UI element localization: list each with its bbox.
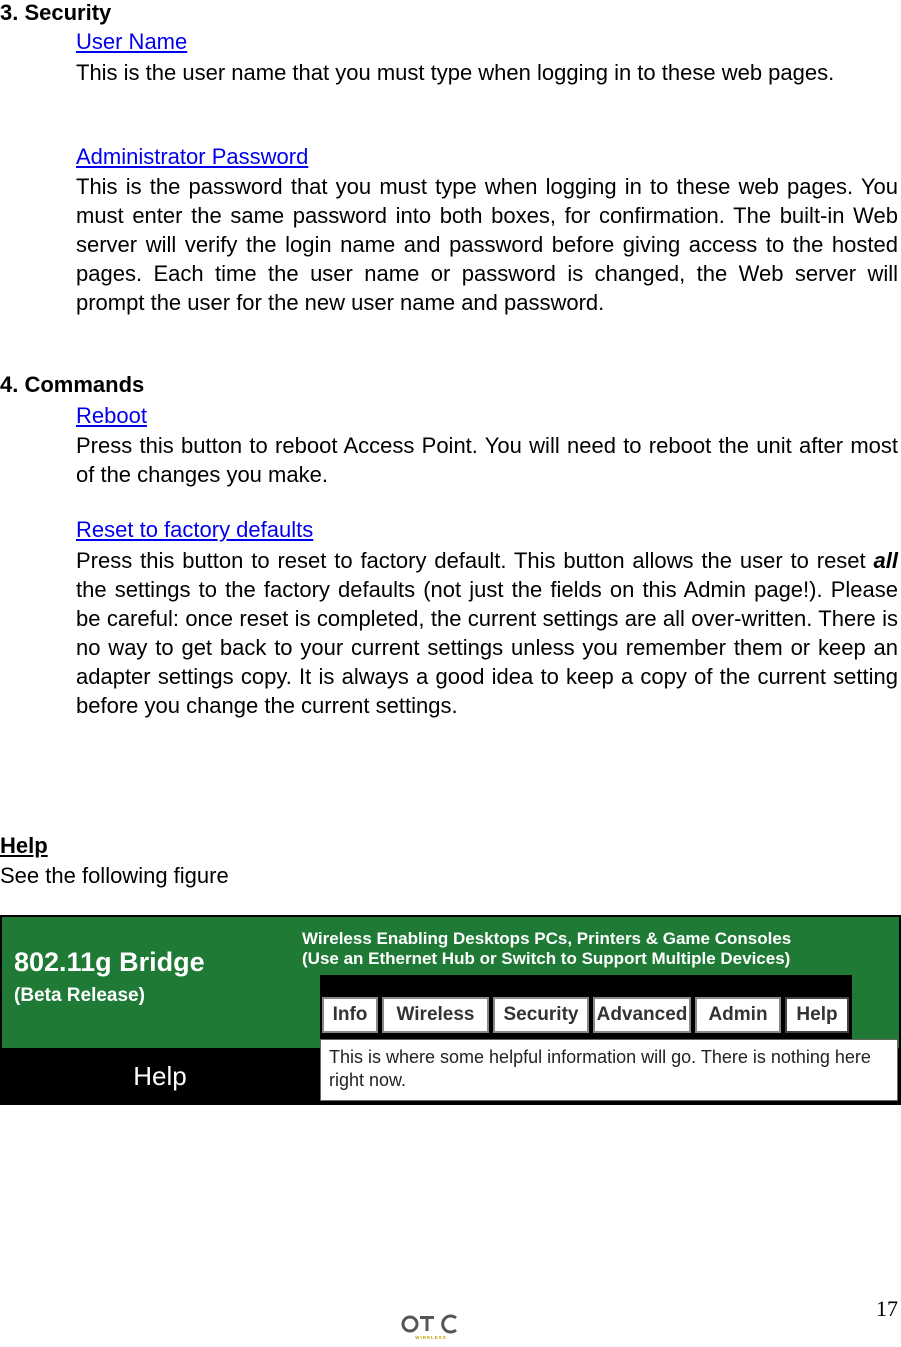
user-name-description: This is the user name that you must type when logging in to these web pages.: [76, 60, 835, 85]
ui-figure: [0, 915, 901, 1105]
section-heading-security: 3. Security: [0, 0, 112, 25]
reboot-description: Press this button to reboot Access Point. You will need to reboot the unit after most of the changes you make.: [76, 433, 898, 487]
tab-info[interactable]: Info: [322, 997, 378, 1033]
figure-info-box: This is where some helpful information will go. There is nothing here right now.: [320, 1039, 898, 1101]
page-number: 17: [876, 1296, 898, 1321]
figure-tagline-2: (Use an Ethernet Hub or Switch to Support Multiple Devices): [302, 949, 791, 968]
tab-security[interactable]: Security: [493, 997, 589, 1033]
tab-help[interactable]: Help: [785, 997, 849, 1033]
reset-defaults-link[interactable]: Reset to factory defaults: [76, 517, 314, 542]
tab-admin[interactable]: Admin: [695, 997, 781, 1033]
help-intro: See the following figure: [0, 863, 229, 888]
tab-wireless[interactable]: Wireless: [382, 997, 489, 1033]
admin-password-link[interactable]: Administrator Password: [76, 144, 309, 169]
otc-logo: [400, 1313, 462, 1341]
reboot-link[interactable]: Reboot: [76, 403, 147, 428]
admin-password-description: This is the password that you must type when logging in to these web pages. You must enter the same password into both boxes, for confirmation. The built-in Web server will verify the login name and password before giving access to the hosted pages. Each time the user name or password is changed, the Web server will prompt the user for the new user name and password.: [76, 174, 898, 315]
figure-subtitle: (Beta Release): [14, 985, 145, 1006]
section-heading-commands: 4. Commands: [0, 372, 145, 397]
reset-emphasis-all: all: [873, 548, 898, 573]
help-heading: Help: [0, 833, 48, 858]
reset-description: [76, 546, 898, 720]
tab-advanced[interactable]: Advanced: [593, 997, 691, 1033]
otc-logo-icon: [400, 1313, 462, 1341]
user-name-link[interactable]: User Name: [76, 29, 188, 54]
reset-text-before: Press this button to reset to factory default. This button allows the user to reset: [76, 548, 874, 573]
logo-subtext: WIRELESS: [415, 1335, 447, 1340]
figure-tagline-1: Wireless Enabling Desktops PCs, Printers & Game Consoles: [302, 929, 792, 948]
reset-text-after: the settings to the factory defaults (not just the fields on this Admin page!). Please be careful: once reset is completed, the current settings are all over-written. There is no way to get back to your current settings unless you remember them or keep an adapter settings copy. It is always a good idea to keep a copy of the current setting before you change the current settings.: [76, 577, 898, 718]
figure-section-label: Help: [2, 1050, 318, 1103]
figure-title: 802.11g Bridge: [14, 947, 205, 977]
figure-banner: [2, 917, 899, 1048]
